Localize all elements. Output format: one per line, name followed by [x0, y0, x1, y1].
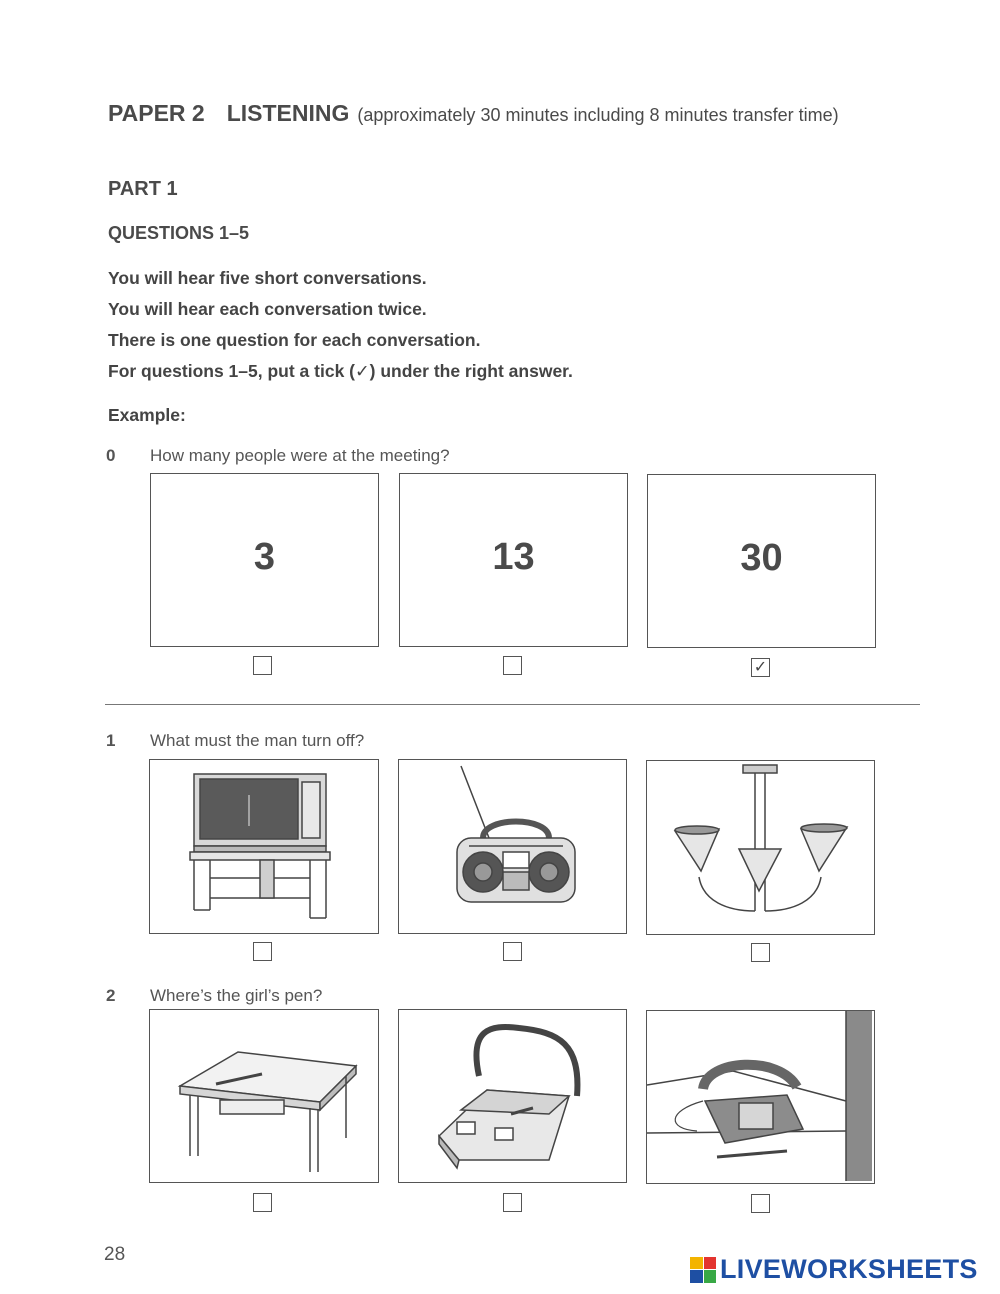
tick-mark: ✓	[753, 659, 768, 676]
answer-option-c[interactable]	[646, 760, 875, 935]
divider	[105, 704, 920, 705]
answer-option-a[interactable]	[149, 759, 379, 934]
answer-option-b[interactable]	[398, 759, 627, 934]
question-text: Where’s the girl’s pen?	[150, 986, 323, 1005]
part-title: PART 1	[108, 178, 178, 200]
answer-checkbox[interactable]	[253, 942, 272, 961]
answer-checkbox[interactable]	[253, 1193, 272, 1212]
question-number: 2	[106, 986, 116, 1005]
instruction-line: You will hear five short conversations.	[108, 268, 427, 288]
ceiling-lamp-icon	[647, 761, 872, 932]
answer-option-a[interactable]	[149, 1009, 379, 1183]
answer-option-b[interactable]	[398, 1009, 627, 1183]
question-number: 0	[106, 446, 116, 465]
answer-checkbox[interactable]	[503, 942, 522, 961]
option-number: 3	[253, 536, 276, 578]
answer-checkbox[interactable]	[751, 943, 770, 962]
example-label: Example:	[108, 405, 186, 425]
paper-header	[108, 100, 839, 127]
questions-range: QUESTIONS 1–5	[108, 223, 250, 243]
liveworksheets-logo-icon	[690, 1257, 716, 1283]
answer-checkbox[interactable]	[253, 656, 272, 675]
answer-option-a[interactable]	[150, 473, 379, 647]
answer-checkbox[interactable]	[503, 1193, 522, 1212]
page-number: 28	[104, 1244, 126, 1265]
answer-checkbox-checked[interactable]	[751, 658, 770, 677]
brand-name: LIVEWORKSHEETS	[720, 1254, 978, 1284]
table-with-pen-icon	[150, 1010, 376, 1180]
instruction-line: You will hear each conversation twice.	[108, 299, 427, 319]
option-number: 13	[492, 536, 535, 578]
answer-option-c[interactable]	[647, 474, 876, 648]
instruction-line: For questions 1–5, put a tick (✓) under the right answer.	[108, 361, 573, 381]
question-number: 1	[106, 731, 116, 750]
paper-title: PAPER 2	[108, 100, 205, 126]
question-text: What must the man turn off?	[150, 731, 365, 750]
telephone-icon	[647, 1011, 872, 1181]
question-text: How many people were at the meeting?	[150, 446, 450, 465]
radio-cassette-icon	[399, 760, 624, 931]
school-bag-icon	[399, 1010, 624, 1180]
time-note: (approximately 30 minutes including 8 minutes transfer time)	[357, 105, 839, 125]
option-number: 30	[740, 537, 783, 579]
answer-checkbox[interactable]	[751, 1194, 770, 1213]
answer-option-b[interactable]	[399, 473, 628, 647]
answer-option-c[interactable]	[646, 1010, 875, 1184]
brand-logo	[690, 1254, 978, 1285]
section-title: LISTENING	[226, 100, 350, 126]
answer-checkbox[interactable]	[503, 656, 522, 675]
television-icon	[150, 760, 376, 931]
instruction-line: There is one question for each conversation.	[108, 330, 481, 350]
